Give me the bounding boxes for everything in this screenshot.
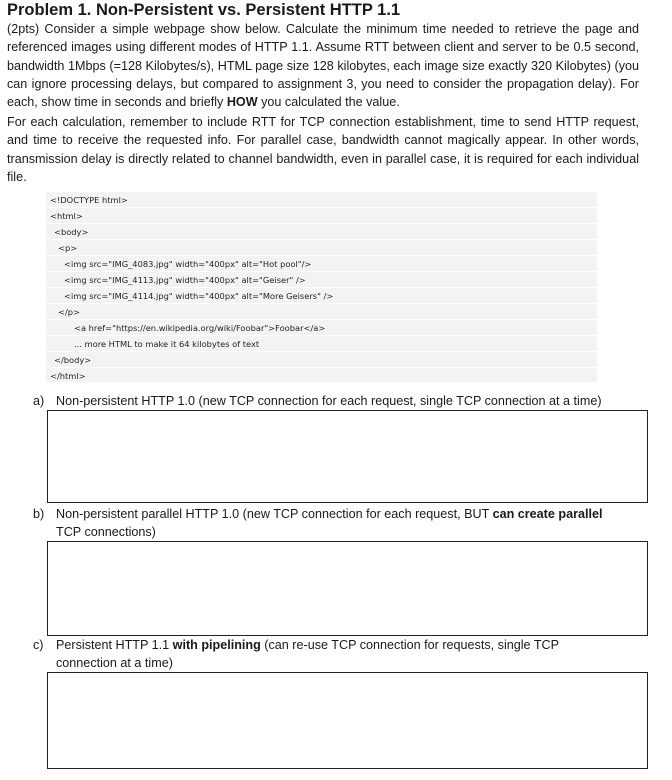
code-line: <!DOCTYPE html> bbox=[50, 195, 128, 205]
question-a-letter: a) bbox=[33, 394, 45, 408]
code-line: <img src="IMG_4083.jpg" width="400px" alt="Hot pool"/> bbox=[64, 259, 312, 269]
code-line: ... more HTML to make it 64 kilobytes of text bbox=[74, 339, 260, 349]
question-c-letter: c) bbox=[33, 638, 44, 652]
intro-paragraph-2: For each calculation, remember to include RTT for TCP connection establishment, time to send HTTP request, and time to receive the requested info. For parallel case, bandwidth cannot magically appear. In other words, transmission delay is directly related to channel bandwidth, even in parallel case, it is required for each individual file. bbox=[7, 115, 639, 184]
problem-title: Problem 1. Non-Persistent vs. Persistent HTTP 1.1 bbox=[7, 1, 401, 19]
question-c-text-end: (can re-use TCP connection for requests, single TCP bbox=[260, 638, 560, 652]
code-line: </body> bbox=[54, 355, 92, 365]
code-line: <a href="https://en.wikipedia.org/wiki/Foobar">Foobar</a> bbox=[74, 323, 326, 333]
code-line: </html> bbox=[50, 371, 86, 381]
html-code-block bbox=[46, 192, 597, 382]
question-b-letter: b) bbox=[33, 507, 45, 521]
intro-paragraph-1 bbox=[7, 20, 639, 111]
code-line: </p> bbox=[58, 307, 80, 317]
answer-box-a[interactable] bbox=[47, 410, 648, 503]
question-b-line2: TCP connections) bbox=[56, 525, 156, 539]
code-line: <img src="IMG_4113.jpg" width="400px" alt="Geiser" /> bbox=[64, 275, 306, 285]
intro-how-emphasis: HOW bbox=[226, 95, 258, 110]
question-b-emphasis: can create parallel bbox=[492, 507, 603, 521]
question-c-emphasis: with pipelining bbox=[172, 638, 261, 652]
code-line: <html> bbox=[50, 211, 83, 221]
question-b-line1 bbox=[56, 505, 602, 523]
code-line: <body> bbox=[54, 227, 89, 237]
question-c-text: Persistent HTTP 1.1 bbox=[56, 638, 173, 652]
answer-box-c[interactable] bbox=[47, 672, 648, 769]
question-a-text: Non-persistent HTTP 1.0 (new TCP connection for each request, single TCP connection at a time) bbox=[56, 394, 602, 408]
code-line: <img src="IMG_4114.jpg" width="400px" alt="More Geisers" /> bbox=[64, 291, 334, 301]
code-line: <p> bbox=[58, 243, 78, 253]
intro-text-end: you calculated the value. bbox=[257, 95, 400, 110]
question-c-line2: connection at a time) bbox=[56, 656, 173, 670]
question-c-line1 bbox=[56, 636, 559, 654]
question-b-text: Non-persistent parallel HTTP 1.0 (new TCP connection for each request, BUT bbox=[56, 507, 493, 521]
intro-text: (2pts) Consider a simple webpage show below. Calculate the minimum time needed to retrieve the page and referenced images using different modes of HTTP 1.1. Assume RTT between client and server to be 0.5 second, bandwidth 1Mbps (=128 Kilobytes/s), HTML page size 128 kilobytes, each image size exactly 320 Kilobytes) (you can ignore processing delays, but compared to assignment 3, you need to consider the propagation delay). For each, show time in seconds and briefly bbox=[7, 22, 639, 110]
answer-box-b[interactable] bbox=[47, 541, 648, 636]
